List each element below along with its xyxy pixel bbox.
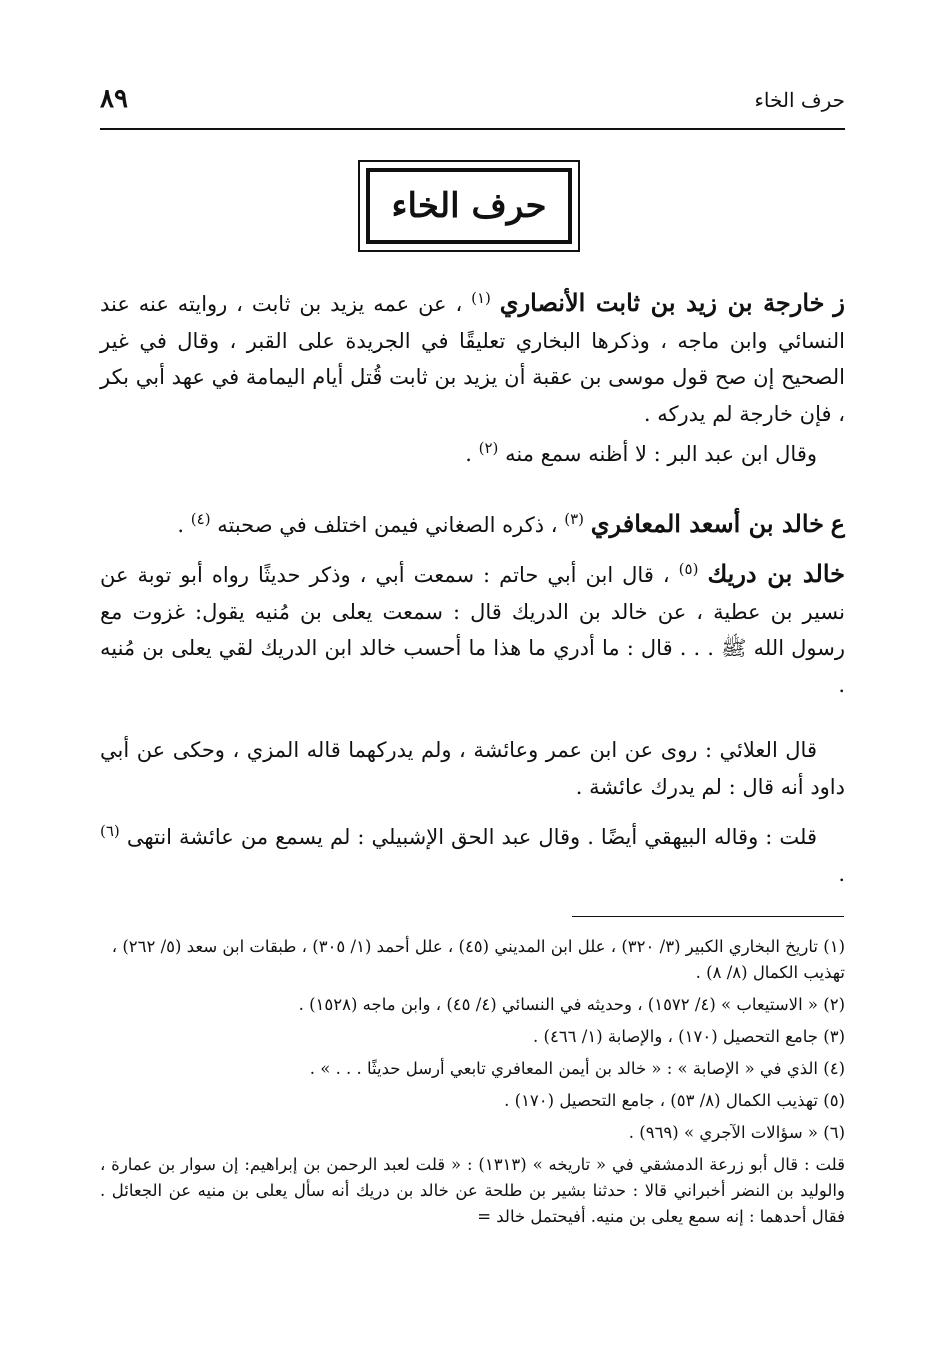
footnotes: [100, 934, 845, 1236]
footnote-6: (٦) « سؤالات الآجري » (٩٦٩) .: [628, 1123, 845, 1142]
qult-text: قلت : وقاله البيهقي أيضًا . وقال عبد الحق الإشبيلي : لم يسمع من عائشة انتهى: [126, 825, 817, 849]
paragraph-alaai: [100, 732, 845, 809]
entry-text: ، عن عمه يزيد بن ثابت ، روايته عنه عند النسائي وابن ماجه ، وذكرها البخاري تعليقًا في الجريدة على القبر ، وقال في غير الصحيح إن صح قول موسى بن عقبة أن يزيد بن ثابت قُتل أيام اليمامة في عهد أبي بكر ، فإن خارجة لم يدركه .: [100, 292, 845, 426]
footnote-1: (١) تاريخ البخاري الكبير (٣/ ٣٢٠) ، علل ابن المديني (٤٥) ، علل أحمد (١/ ٣٠٥) ، طبقات ابن سعد (٥/ ٢٦٢) ، تهذيب الكمال (٨/ ٨) .: [111, 937, 845, 982]
entry-text: ، ذكره الصغاني فيمن اختلف في صحبته: [217, 513, 558, 537]
entry-continuation: وقال ابن عبد البر : لا أظنه سمع منه: [505, 442, 817, 466]
footnote-3: (٣) جامع التحصيل (١٧٠) ، والإصابة (١/ ٤٦٦) .: [533, 1027, 845, 1046]
period: .: [838, 861, 845, 886]
entry-text: ، قال ابن أبي حاتم : سمعت أبي ، وذكر حديثًا رواه أبو توبة عن نسير بن عطية ، عن خالد بن الدريك قال : سمعت يعلى بن مُنيه يقول: غزوت مع رسول الله ﷺ . . . قال : ما أدري ما هذا ما أحسب خالد ابن الدريك لقي يعلى بن مُنيه .: [100, 563, 845, 697]
header-rule: [100, 128, 845, 130]
section-title: حرف الخاء: [391, 186, 547, 226]
paragraph-qult: [100, 819, 845, 896]
footnote-ref[interactable]: (٦): [100, 822, 120, 840]
footnote-4: (٤) الذي في « الإصابة » : « خالد بن أيمن المعافري تابعي أرسل حديثًا . . . » .: [309, 1059, 845, 1078]
entry-name: خالد بن أسعد المعافري: [590, 509, 824, 538]
section-title-frame: [358, 160, 580, 252]
footnote-2: (٢) « الاستيعاب » (٤/ ١٥٧٢) ، وحديثه في النسائي (٤/ ٤٥) ، وابن ماجه (١٥٢٨) .: [298, 995, 845, 1014]
footnote-5: (٥) تهذيب الكمال (٨/ ٥٣) ، جامع التحصيل (١٧٠) .: [504, 1091, 845, 1110]
page-number: ٨٩: [100, 84, 128, 114]
section-title-box: [366, 168, 572, 244]
entry-name: خارجة بن زيد بن ثابت الأنصاري: [499, 288, 825, 317]
alaai-text: قال العلائي : روى عن ابن عمر وعائشة ، ولم يدركهما قاله المزي ، وحكى عن أبي داود أنه قال : لم يدرك عائشة .: [100, 738, 845, 799]
entry-symbol: ز: [833, 288, 845, 317]
page-header: [100, 84, 845, 124]
entry-name: خالد بن دريك: [707, 559, 845, 588]
period: .: [465, 442, 472, 466]
footnote-ref[interactable]: (٤): [190, 510, 211, 528]
running-title: حرف الخاء: [754, 88, 845, 112]
footnote-ref[interactable]: (١): [471, 289, 491, 307]
entry-khalid-asad: [100, 506, 845, 548]
period: .: [177, 513, 185, 537]
entry-kharija: [100, 285, 845, 477]
entry-khalid-durayk: [100, 556, 845, 707]
entry-symbol: ع: [830, 509, 845, 538]
footnote-ref[interactable]: (٥): [678, 560, 699, 578]
footnote-ref[interactable]: (٣): [564, 510, 585, 528]
footnote-ref[interactable]: (٢): [478, 439, 499, 457]
footnote-6-comment: قلت : قال أبو زرعة الدمشقي في « تاريخه » (١٣١٣) : « قلت لعبد الرحمن بن إبراهيم: إن سوار بن عمارة ، والوليد بن النضر أخبراني قالا : حدثنا بشير بن طلحة عن خالد بن دريك أنه سأل يعلى بن منيه عن الجعائل . فقال أحدهما : إنه سمع يعلى بن منيه. أفيحتمل خالد =: [100, 1155, 845, 1226]
footnote-rule: [572, 916, 844, 917]
